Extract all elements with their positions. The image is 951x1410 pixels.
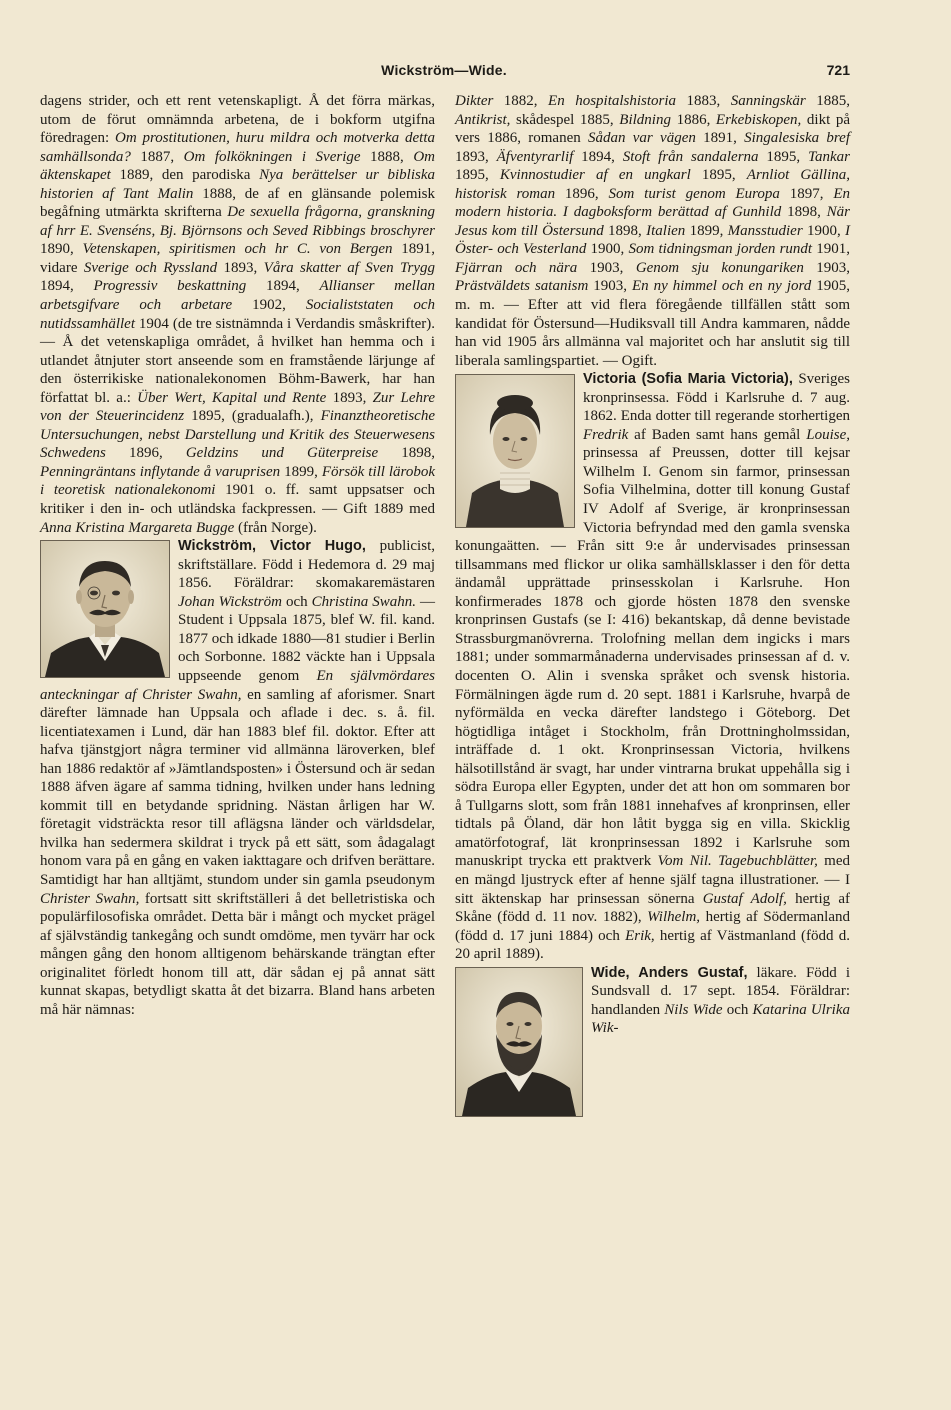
italic-run: Christer Swahn, — [40, 890, 140, 907]
italic-run: Om folkökningen i Sverige — [183, 148, 361, 165]
italic-run: Zur Lehre von der Steuerincidenz — [40, 389, 435, 425]
text-run: 1898, — [378, 445, 436, 462]
italic-run: Katarina Ulrika Wik- — [591, 1001, 851, 1037]
italic-run: Louise, — [806, 426, 850, 443]
page-number: 721 — [826, 62, 850, 78]
text-run: 1896, — [105, 445, 186, 462]
italic-run: En självmördares anteckningar af Christer Swahn, — [40, 667, 435, 703]
italic-run: Singalesiska bref — [744, 130, 851, 147]
portrait-victoria — [455, 374, 575, 528]
italic-run: Tankar — [808, 148, 851, 165]
text-run: 1897, — [779, 185, 834, 202]
italic-run: Äfventyrarlif — [496, 148, 574, 165]
text-run: 1905, m. m. — Efter att vid flera föregående tillfällen stått som kandidat för Östersund—Hudiksvall till Andra kammaren, nådde han vid 1905 års allmänna val majoritet och har anslutit sig till liberala samlingspartiet. — Ogift. — [455, 278, 850, 369]
text-run: 1895, — [758, 148, 809, 165]
text-run: 1888, — [360, 148, 414, 165]
italic-run: Finanztheoretische Untersuchungen, nebst Darstellung und Kritik des Steuerwesens Schwedens — [40, 408, 435, 462]
italic-run: En hospitalshistoria — [548, 93, 677, 109]
text-run: skådespel 1885, — [510, 111, 620, 128]
text-run: — Student i Uppsala 1875, blef W. fil. kand. 1877 och idkade 1880—81 studier i Berlin och Sorbonne. 1882 väckte han i Uppsala uppseende genom — [178, 593, 435, 684]
italic-run: Som tidningsman jorden rundt — [628, 241, 813, 258]
entry-victoria — [455, 370, 850, 964]
right-column — [455, 92, 850, 1119]
italic-run: Sanningskär — [730, 93, 806, 109]
entry-heading-wickstrom: Wickström, Victor Hugo, — [178, 538, 366, 555]
italic-run: Antikrist, — [455, 111, 511, 128]
entry-wide — [455, 964, 850, 1038]
text-run: 1900, — [586, 241, 629, 258]
italic-run: Nya berättelser ur bibliska historien af Tant Malin — [40, 167, 435, 202]
entry-heading-wide: Wide, Anders Gustaf, — [591, 964, 748, 981]
italic-run: Dikter — [455, 93, 494, 109]
italic-run: Arnliot Gällina, historisk roman — [455, 167, 850, 202]
text-run: 1898, — [603, 222, 647, 239]
italic-run: I Öster- och Vesterland — [455, 222, 851, 258]
text-run: 1893, — [217, 259, 264, 276]
paragraph-wickstrom-works — [455, 92, 850, 370]
text-run: 1887, — [130, 148, 184, 165]
text-run: 1901, — [812, 241, 851, 258]
italic-run: Kvinnostudier af en ungkarl — [499, 167, 691, 184]
italic-run: Fjärran och nära — [455, 259, 578, 276]
italic-run: Erkebiskopen, — [715, 111, 802, 128]
italic-run: Vetenskapen, spiritismen och hr C. von Bergen — [82, 241, 393, 258]
italic-run: Erik, — [625, 927, 655, 944]
text-run: dikt på vers 1886, romanen — [455, 111, 851, 147]
text-run: 1903, — [803, 259, 851, 276]
italic-run: Mansstudier — [727, 222, 803, 239]
text-run: 1903, — [577, 259, 636, 276]
italic-run: En modern historia. I dagboksform berättad af Gunhild — [455, 185, 851, 221]
left-column — [40, 92, 435, 1019]
running-head: Wickström—Wide. — [381, 62, 507, 78]
italic-run: Allianser mellan arbetsgifvare och arbetare — [40, 278, 436, 314]
italic-run: De sexuella frågorna, granskning af hrr E. Svenséns, Bj. Björnsons och Seved Ribbings broschyrer — [40, 204, 435, 239]
text-run: en samling af aforismer. Snart därefter lämnade han Uppsala och aflade i dec. s. å. fil. licentiatexamen i Lund, där han 1883 blef fil. doktor. Efter att hafva tjänstgjort några terminer vid allmänna läroverken, blef han 1886 redaktör af »Jämtlandsposten» i Östersund och är sedan 1888 äfven ägare af samma tidning, hvilken under hans ledning kommit till en betydande spridning. Nästan årligen har W. företagit vidsträckta resor till aflägsna länder och världsdelar, hvilka han sedermera skildrat i tryck på ett sätt, som ådagalagt honom vara på en gång en vaken iakttagare och drifven berättare. Samtidigt har han alltjämt, stundom under sin gamla pseudonym — [40, 686, 436, 888]
text-run: 1900, — [802, 222, 846, 239]
text-run: 1904 (de tre sistnämnda i Verdandis småskrifter). — Å det vetenskapliga området, å hvilket han hemma och i utlandet åtnjuter stort anseende som en framstående lärjunge af den österrikiske nationalekonomen Böhm-Bawerk, har han författat bl. a.: — [40, 315, 435, 406]
text-run: med en mängd ljustryck efter af henne själf tagna illustrationer. — I sitt äktenskap har prinsessan sönerna — [455, 853, 850, 907]
italic-run: Våra skatter af Sven Trygg — [263, 259, 436, 276]
text-run: 1893, — [455, 148, 497, 165]
text-run: 1902, — [232, 297, 306, 314]
italic-run: En ny himmel och en ny jord — [632, 278, 812, 295]
text-run: 1896, — [555, 185, 609, 202]
italic-run: Italien — [646, 222, 686, 239]
text-run: 1894, — [246, 278, 320, 295]
text-run: 1888, de af en glänsande polemisk begåfning utmärkta skrifterna — [40, 185, 436, 221]
text-run: hertig af Södermanland (född d. 17 juni 1884) och — [455, 909, 850, 944]
text-run: 1898, — [781, 204, 827, 221]
italic-run: Penningräntans inflytande å varuprisen — [40, 463, 281, 480]
text-run: Sveriges kronprinsessa. Född i Karlsruhe d. 7 aug. 1862. Enda dotter till regerande storhertigen — [583, 371, 850, 425]
entry-wickstrom — [40, 537, 435, 1019]
italic-run: Om prostitutionen, huru mildra och motverka detta samhällsonda? — [40, 130, 435, 165]
italic-run: Fredrik — [583, 426, 629, 443]
text-run: publicist, skriftställare. Född i Hedemora d. 29 maj 1856. Föräldrar: skomakaremästaren — [178, 538, 435, 592]
italic-run: Om äktenskapet — [40, 148, 436, 184]
text-run: 1890, — [40, 241, 83, 258]
text-run: 1889, den parodiska — [110, 167, 260, 184]
page-header — [38, 60, 850, 84]
text-run: prinsessa af Preussen, dotter till kejsar Wilhelm I. Genom sin farmor, prinsessan Sofia Vilhelmina, dotter till konung Gustaf IV Adolf af Sverige, är kronprinsessan Victoria befryndad med den gamla svenska konungaätten. — Från sitt 9:e år undervisades prinsessan tillsammans med flickor ur olika samhällsklasser i den för detta ändamål upprättade prinsesskolan i Karlsruhe. Hon konfirmerades 1878 och gjorde hösten 1878 den svenske kronprinsen Gustafs (se I: 416) bekantskap, då denne bevistade Strassburgmanövrerna. Trolofning mellan dem ingicks i mars 1881; under sommarmånaderna undervisades prinsessan af d. v. docenten O. Alin i svenska språket och svensk historia. Förmälningen ägde rum d. 20 sept. 1881 i Karlsruhe, hvarpå de nyförmälda en vecka därefter landstego i Göteborg. Det högtidliga intåget i Stockholm, från Drottningholmssidan, inträffade d. 1 okt. Kronprinsessan Victoria, hvilkens hälsotillstånd är svagt, har under vintrarna brukat uppehålla sig i södra Europa eller Egypten, under det att hon om sommaren bor å Tullgarns slott, som från 1881 innehafves af kronprinsen, eller tidtals på Öland, där hon låtit bygga sig en villa. Skicklig amatörfotograf, lät kronprinsessan 1892 i Karlsruhe som manuskript trycka ett praktverk — [455, 445, 850, 870]
italic-run: Johan Wickström — [178, 593, 282, 610]
text-run: af Baden samt hans gemål — [628, 426, 807, 443]
italic-run: Stoft från sandalerna — [622, 148, 759, 165]
italic-run: Försök till lärobok i teoretisk nationalekonomi — [40, 463, 436, 499]
text-run: 1895, — [690, 167, 747, 184]
text-run: 1899, — [280, 463, 322, 480]
italic-run: Sådan var vägen — [588, 130, 696, 147]
italic-run: Anna Kristina Margareta Bugge — [40, 519, 235, 536]
text-run: 1883, — [676, 93, 731, 109]
text-run: 1886, — [670, 111, 716, 128]
text-run: (från Norge). — [234, 519, 317, 536]
text-run: hertig af Västmanland (född d. 20 april 1889). — [455, 927, 850, 963]
portrait-wide — [455, 967, 583, 1117]
text-run: 1882, — [493, 93, 549, 109]
italic-run: Gustaf Adolf, — [702, 890, 787, 907]
entry-heading-victoria: Victoria (Sofia Maria Victoria), — [583, 371, 793, 388]
italic-run: Prästväldets satanism — [455, 278, 589, 295]
italic-run: Über Wert, Kapital und Rente — [137, 389, 327, 406]
italic-run: Sverige och Ryssland — [83, 259, 218, 276]
text-run: 1894, — [40, 278, 94, 295]
italic-run: Vom Nil. Tagebuchblätter, — [657, 853, 818, 870]
italic-run: Progressiv beskattning — [93, 278, 247, 295]
text-run: läkare. Född i Sundsvall d. 17 sept. 1854. Föräldrar: handlanden — [591, 964, 850, 1018]
italic-run: Nils Wide — [664, 1001, 723, 1018]
italic-run: När Jesus kom till Östersund — [455, 204, 851, 239]
italic-run: Bildning — [619, 111, 671, 128]
italic-run: Genom sju konungariken — [635, 259, 804, 276]
paragraph-wicksell-works — [40, 92, 435, 537]
italic-run: Som turist genom Europa — [608, 185, 780, 202]
text-run: fortsatt sitt skriftställeri å det belletristiska och populärfilosofiska området. Detta bär i mångt och mycket prägel af självständig tankegång och sundt omdöme, men tyvärr har ock mången gång den honom alltigenom behärskande trängtan efter originalitet förledt honom till att, där sådan ej på annat sätt kunnat skapas, betydligt skatta åt det bizarra. Bland hans arbeten må här nämnas: — [40, 890, 435, 1018]
italic-run: Geldzins und Güterpreise — [185, 445, 379, 462]
text-run: 1895, (gradualafh.), — [184, 408, 321, 425]
text-run: dagens strider, och ett rent vetenskapligt. Å det förra märkas, utom de förut omnämnda arbetena, de i bokform utgifna föredragen: — [40, 93, 435, 147]
italic-run: Christina Swahn. — [311, 593, 417, 610]
text-run: 1894, — [573, 148, 623, 165]
text-run: 1891, vidare — [40, 241, 436, 276]
portrait-wickstrom — [40, 540, 170, 678]
text-run: 1885, — [805, 93, 850, 109]
text-run: och — [722, 1001, 753, 1018]
text-run: 1895, — [455, 167, 500, 184]
text-run: 1891, — [695, 130, 745, 147]
italic-run: Wilhelm, — [647, 909, 701, 926]
text-run: hertig af Skåne (född d. 11 nov. 1882), — [455, 890, 851, 926]
text-run: 1903, — [588, 278, 633, 295]
text-run: 1893, — [326, 389, 373, 406]
text-run: och — [281, 593, 312, 610]
italic-run: Socialiststaten och nutidssamhället — [40, 297, 436, 332]
text-run: 1901 o. ff. samt uppsatser och kritiker i den in- och utländska fackpressen. — Gift 1889 med — [40, 482, 435, 518]
text-run: 1899, — [685, 222, 728, 239]
